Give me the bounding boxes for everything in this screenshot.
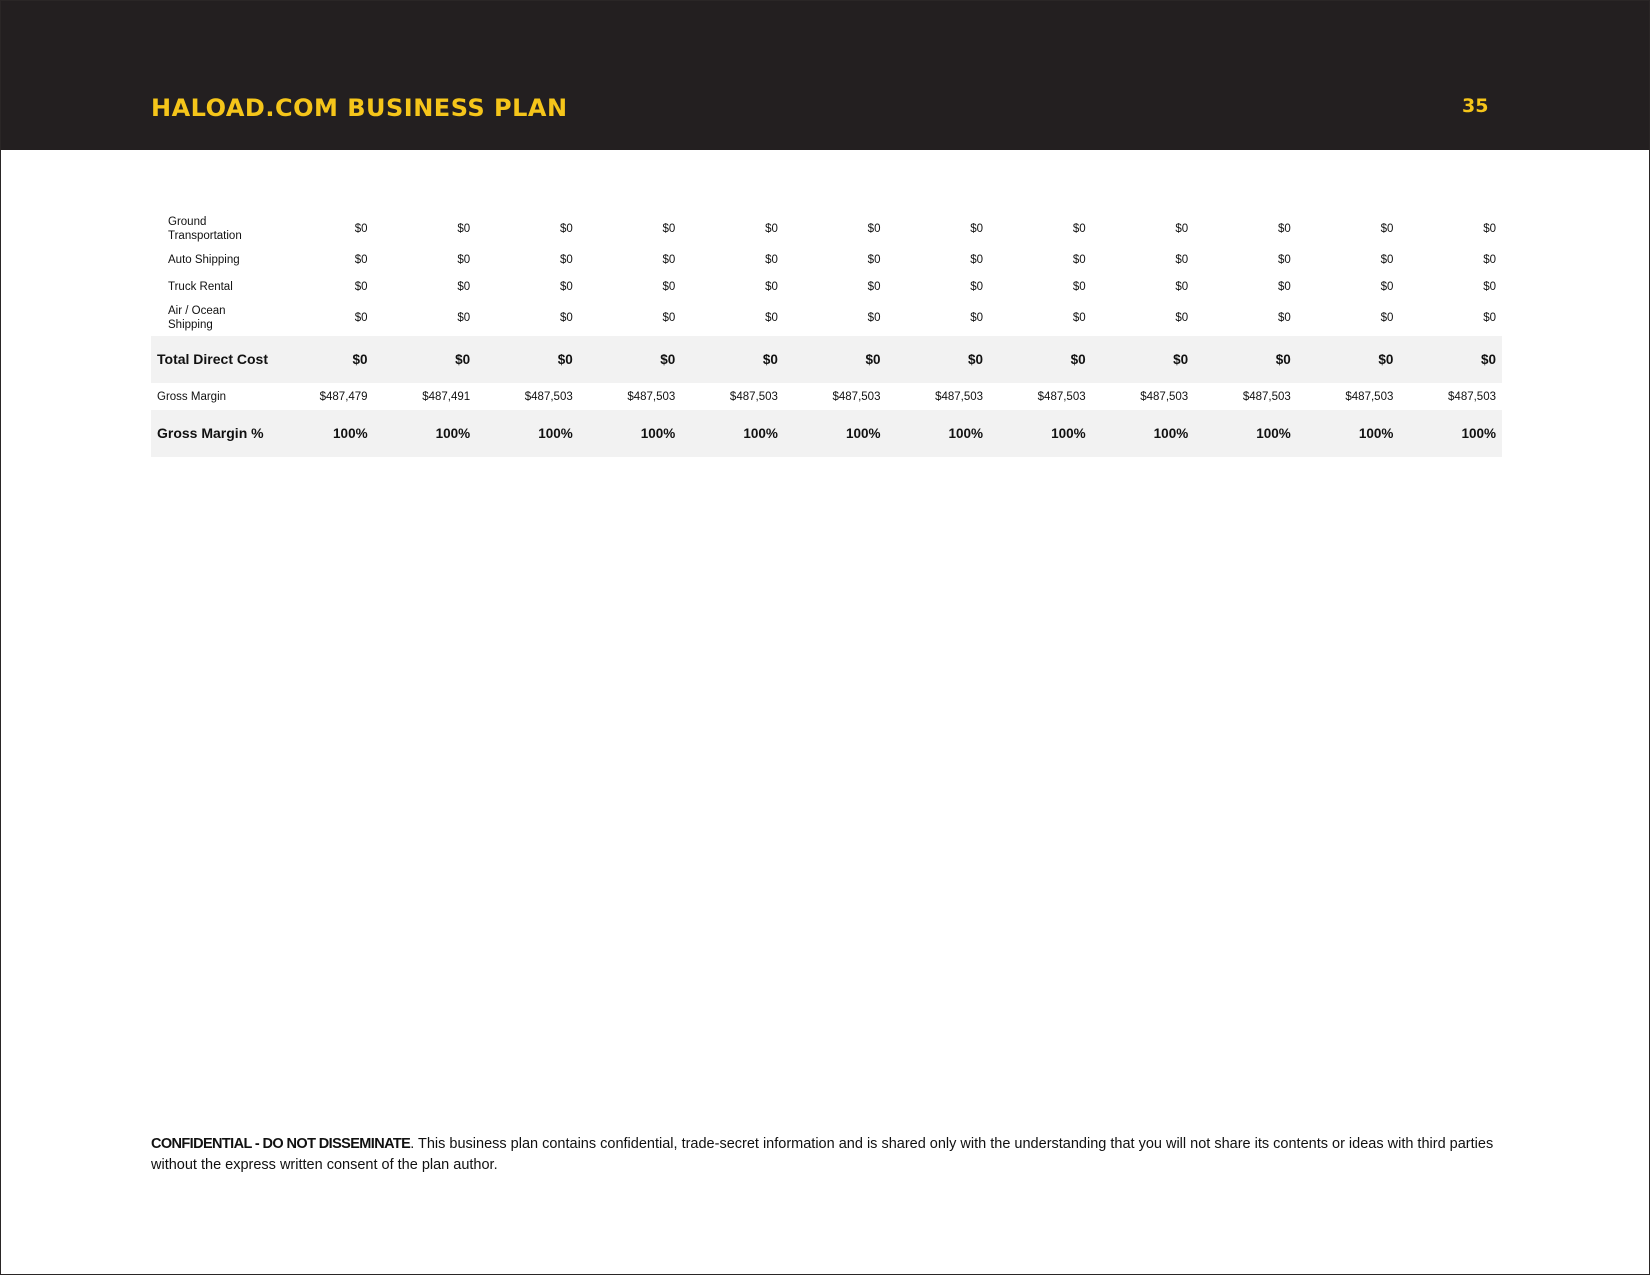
document-title: HALOAD.COM BUSINESS PLAN xyxy=(151,94,568,122)
table-cell: $0 xyxy=(354,280,368,293)
table-cell: $0 xyxy=(1380,312,1394,324)
table-cell: $0 xyxy=(1072,280,1086,293)
table-cell: $0 xyxy=(1380,253,1394,266)
table-cell: $0 xyxy=(559,312,573,324)
table-cell: $0 xyxy=(1277,223,1291,235)
table-cell: $0 xyxy=(765,312,778,324)
row-ground-transportation xyxy=(151,212,1502,246)
table-cell: $0 xyxy=(1092,336,1195,383)
table-cell: $487,503 xyxy=(1345,390,1394,403)
table-cell: $0 xyxy=(1277,280,1291,293)
table-cell: $0 xyxy=(1072,312,1086,324)
table-cell: 100% xyxy=(374,410,477,457)
table-cell: $0 xyxy=(765,280,778,293)
table-cell: $0 xyxy=(457,253,471,266)
table-cell: $0 xyxy=(662,280,676,293)
table-cell: $487,503 xyxy=(1037,390,1086,403)
table-cell: $0 xyxy=(867,253,881,266)
table-cell: $0 xyxy=(1277,253,1291,266)
row-label: Air / Ocean Shipping xyxy=(168,305,226,331)
table-cell: $0 xyxy=(559,253,573,266)
row-truck-rental xyxy=(151,273,1502,300)
table-cell: 100% xyxy=(1092,410,1195,457)
table-cell: $0 xyxy=(1483,253,1496,266)
table-cell: $0 xyxy=(354,253,368,266)
page-number: 35 xyxy=(1462,95,1489,117)
confidentiality-text: . This business plan contains confidential, trade-secret information and is shared only with the understanding that you will not share its contents or ideas with third parties without the express written consent of the plan author. xyxy=(151,1136,1494,1173)
table-cell: 100% xyxy=(989,410,1092,457)
table-cell: 100% xyxy=(681,410,784,457)
table-cell: $0 xyxy=(1072,223,1086,235)
table-cell: $0 xyxy=(765,223,778,235)
table-cell: $0 xyxy=(784,336,887,383)
row-total-direct-cost xyxy=(151,336,1502,383)
table-cell: $0 xyxy=(1175,312,1189,324)
direct-cost-table xyxy=(151,212,1502,457)
row-gross-margin xyxy=(151,383,1502,410)
row-label: Ground Transportation xyxy=(168,216,242,242)
table-cell: $0 xyxy=(1277,312,1291,324)
table-cell: $0 xyxy=(354,223,368,235)
table-cell: $0 xyxy=(1483,280,1496,293)
table-cell: $0 xyxy=(970,253,984,266)
page-header xyxy=(1,1,1649,150)
table-cell: 100% xyxy=(784,410,887,457)
table-cell: 100% xyxy=(476,410,579,457)
table-cell: $0 xyxy=(1483,312,1496,324)
table-cell: $487,503 xyxy=(729,390,778,403)
table-cell: $0 xyxy=(559,280,573,293)
table-cell: $0 xyxy=(457,280,471,293)
table-cell: $0 xyxy=(662,253,676,266)
table-cell: $0 xyxy=(662,312,676,324)
table-cell: $0 xyxy=(1072,253,1086,266)
table-cell: $0 xyxy=(1175,280,1189,293)
row-auto-shipping xyxy=(151,246,1502,273)
table-cell: $0 xyxy=(1380,223,1394,235)
table-cell: $487,479 xyxy=(319,390,368,403)
table-cell: $487,503 xyxy=(1448,390,1496,403)
table-cell: $0 xyxy=(765,253,778,266)
row-label: Auto Shipping xyxy=(168,253,240,266)
table-cell: $0 xyxy=(1175,253,1189,266)
table-cell: $0 xyxy=(457,312,471,324)
table-cell: $0 xyxy=(1399,336,1502,383)
table-cell: $0 xyxy=(559,223,573,235)
row-gross-margin-pct xyxy=(151,410,1502,457)
table-cell: $0 xyxy=(1175,223,1189,235)
table-cell: $0 xyxy=(867,223,881,235)
table-cell: $0 xyxy=(579,336,682,383)
table-cell: $0 xyxy=(1380,280,1394,293)
table-cell: 100% xyxy=(271,410,374,457)
table-cell: $487,503 xyxy=(832,390,881,403)
table-cell: $487,503 xyxy=(627,390,676,403)
table-cell: $0 xyxy=(970,223,984,235)
table-cell: 100% xyxy=(579,410,682,457)
table-cell: $0 xyxy=(662,223,676,235)
table-cell: 100% xyxy=(1399,410,1502,457)
table-cell: $0 xyxy=(1194,336,1297,383)
table-cell: 100% xyxy=(886,410,989,457)
table-cell: 100% xyxy=(1297,410,1400,457)
row-label: Total Direct Cost xyxy=(151,336,271,383)
table-cell: $487,503 xyxy=(1140,390,1189,403)
row-label: Gross Margin xyxy=(157,390,227,403)
row-label: Truck Rental xyxy=(168,280,233,293)
confidentiality-notice xyxy=(151,1134,1503,1176)
table-cell: 100% xyxy=(1194,410,1297,457)
table-cell: $0 xyxy=(1297,336,1400,383)
table-cell: $0 xyxy=(867,280,881,293)
table-cell: $0 xyxy=(989,336,1092,383)
table-cell: $487,491 xyxy=(422,390,471,403)
table-cell: $0 xyxy=(681,336,784,383)
row-air-ocean-shipping xyxy=(151,300,1502,336)
table-cell: $487,503 xyxy=(935,390,984,403)
table-cell: $0 xyxy=(354,312,368,324)
table-cell: $0 xyxy=(1483,223,1496,235)
table-cell: $487,503 xyxy=(524,390,573,403)
table-cell: $0 xyxy=(457,223,471,235)
row-label: Gross Margin % xyxy=(151,410,271,457)
table-cell: $0 xyxy=(886,336,989,383)
table-cell: $487,503 xyxy=(1242,390,1291,403)
table-cell: $0 xyxy=(867,312,881,324)
table-cell: $0 xyxy=(970,280,984,293)
table-cell: $0 xyxy=(271,336,374,383)
table-cell: $0 xyxy=(970,312,984,324)
confidential-label: CONFIDENTIAL - DO NOT DISSEMINATE xyxy=(151,1136,411,1152)
table-cell: $0 xyxy=(476,336,579,383)
table-cell: $0 xyxy=(374,336,477,383)
